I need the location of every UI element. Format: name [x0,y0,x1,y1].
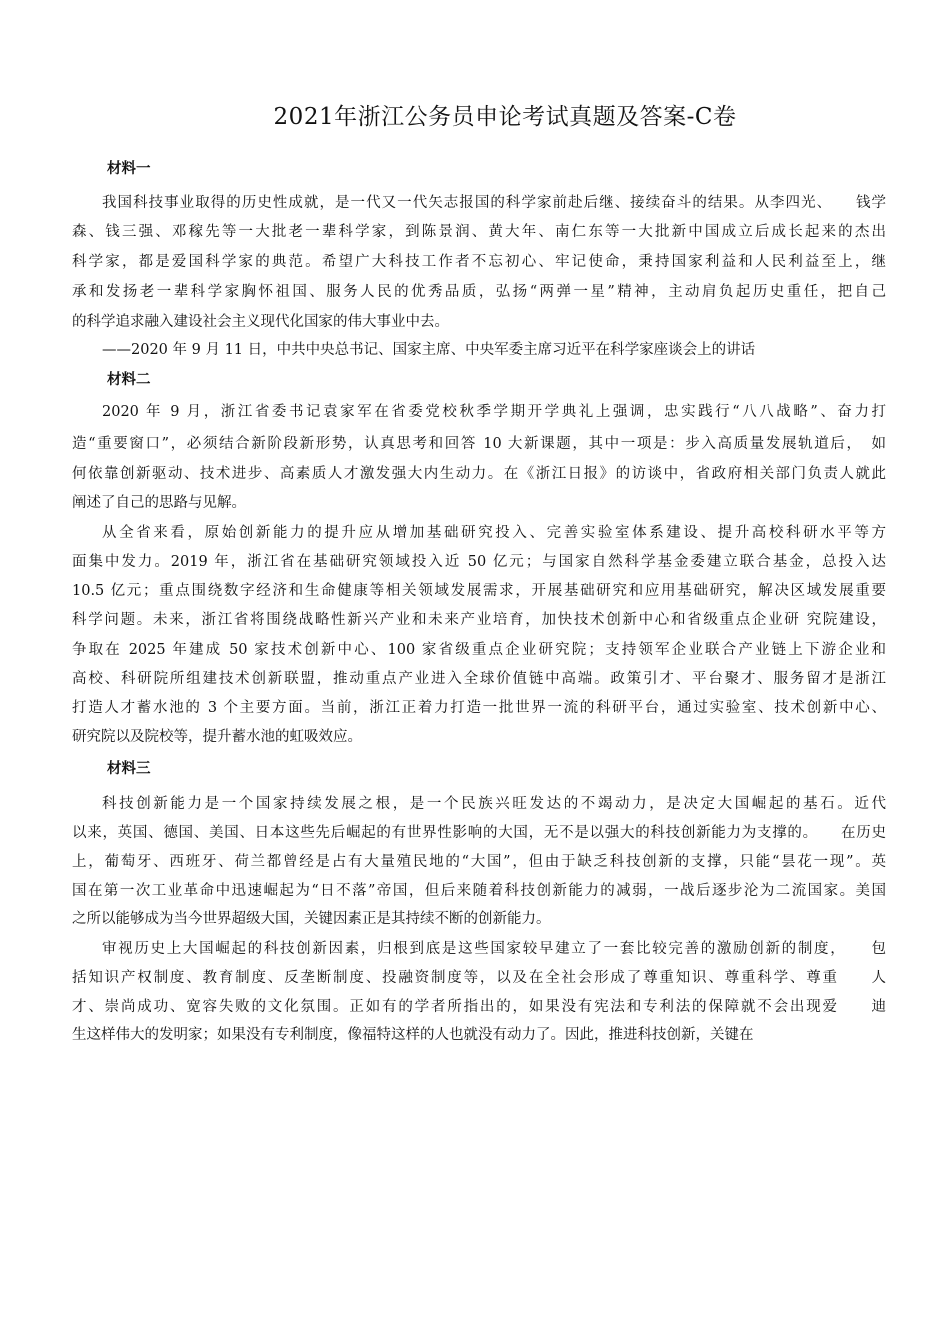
document-title: 2021年浙江公务员申论考试真题及答案-C卷 [273,104,737,130]
paragraph-line: 国在第一次工业革命中迅速崛起为“日不落”帝国，但后来随着科技创新能力的减弱，一战后逐步沦为二流国家。美国 [72,883,886,899]
paragraph-line: 研究院以及院校等，提升蓄水池的虹吸效应。 [72,729,362,745]
paragraph-line: 生这样伟大的发明家；如果没有专利制度，像福特这样的人也就没有动力了。因此，推进科技创新，关键在 [72,1027,754,1043]
paragraph-line: 造“重要窗口”，必须结合新阶段新形势，认真思考和回答 10 大新课题，其中一项是：步入高质量发展轨道后， 如 [72,436,886,452]
speech-citation: ——2020 年 9 月 11 日，中共中央总书记、国家主席、中央军委主席习近平在科学家座谈会上的讲话 [102,342,756,358]
paragraph-line: 争取在 2025 年建成 50 家技术创新中心、100 家省级重点企业研究院；支持领军企业联合产业链上下游企业和 [72,642,886,658]
paragraph-line: 科技创新能力是一个国家持续发展之根，是一个民族兴旺发达的不竭动力，是决定大国崛起的基石。近代 [102,796,886,812]
paragraph-line: 何依靠创新驱动、技术进步、高素质人才激发强大内生动力。在《浙江日报》的访谈中，省政府相关部门负责人就此 [72,466,886,482]
section-heading-material-1: 材料一 [107,160,151,177]
paragraph-line: 以来，英国、德国、美国、日本这些先后崛起的有世界性影响的大国，无不是以强大的科技创新能力为支撑的。 在历史 [72,825,886,841]
paragraph-line: 阐述了自己的思路与见解。 [72,495,246,511]
paragraph-line: 之所以能够成为当今世界超级大国，关键因素正是其持续不断的创新能力。 [72,911,551,927]
paragraph-line: 审视历史上大国崛起的科技创新因素，归根到底是这些国家较早建立了一套比较完善的激励创新的制度， 包 [102,941,886,957]
paragraph-line: 的科学追求融入建设社会主义现代化国家的伟大事业中去。 [72,314,449,330]
paragraph-line: 10.5 亿元；重点围绕数字经济和生命健康等相关领域发展需求，开展基础研究和应用基础研究，解决区域发展重要 [72,583,886,599]
paragraph-line: 面集中发力。2019 年，浙江省在基础研究领域投入近 50 亿元；与国家自然科学基金委建立联合基金，总投入达 [72,554,886,570]
paragraph-line: 从全省来看，原始创新能力的提升应从增加基础研究投入、完善实验室体系建设、提升高校科研水平等方 [102,525,886,541]
paragraph-line: 我国科技事业取得的历史性成就，是一代又一代矢志报国的科学家前赴后继、接续奋斗的结果。从李四光、 钱学 [102,195,886,211]
paragraph-line: 才、崇尚成功、宽容失败的文化氛围。正如有的学者所指出的，如果没有宪法和专利法的保障就不会出现爱 迪 [72,999,886,1015]
paragraph-line: 科学家，都是爱国科学家的典范。希望广大科技工作者不忘初心、牢记使命，秉持国家利益和人民利益至上，继 [72,254,886,270]
paragraph-line: 科学问题。未来，浙江省将围绕战略性新兴产业和未来产业培育，加快技术创新中心和省级重点企业研 究院建设， [72,612,886,628]
section-heading-material-2: 材料二 [107,371,151,388]
paragraph-line: 打造人才蓄水池的 3 个主要方面。当前，浙江正着力打造一批世界一流的科研平台，通过实验室、技术创新中心、 [72,700,886,716]
paragraph-line: 承和发扬老一辈科学家胸怀祖国、服务人民的优秀品质，弘扬“两弹一星”精神，主动肩负起历史重任，把自己 [72,284,886,300]
section-heading-material-3: 材料三 [107,760,151,777]
paragraph-line: 2020 年 9 月，浙江省委书记袁家军在省委党校秋季学期开学典礼上强调，忠实践行“八八战略”、奋力打 [102,404,886,420]
paragraph-line: 森、钱三强、邓稼先等一大批老一辈科学家，到陈景润、黄大年、南仁东等一大批新中国成立后成长起来的杰出 [72,224,886,240]
paragraph-line: 上，葡萄牙、西班牙、荷兰都曾经是占有大量殖民地的“大国”，但由于缺乏科技创新的支撑，只能“昙花一现”。英 [72,854,886,870]
paragraph-line: 高校、科研院所组建技术创新联盟，推动重点产业进入全球价值链中高端。政策引才、平台聚才、服务留才是浙江 [72,671,886,687]
paragraph-line: 括知识产权制度、教育制度、反垄断制度、投融资制度等，以及在全社会形成了尊重知识、尊重科学、尊重 人 [72,970,886,986]
